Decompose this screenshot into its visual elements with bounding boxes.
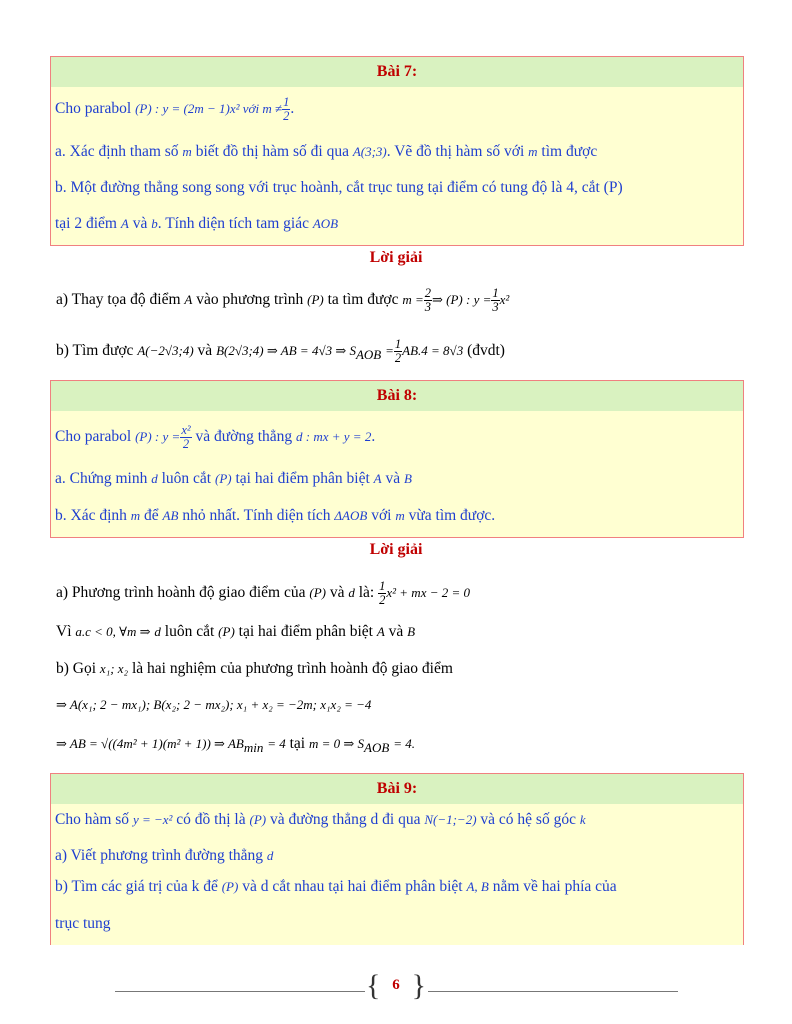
solution-7-line-a: a) Thay tọa độ điểm A vào phương trình (P) ta tìm được m = $\frac{2}{3}$ ⇒ (P) : y = $\frac{1}{3}$ x²: [56, 286, 510, 314]
exercise-7-box: [50, 56, 744, 246]
fraction: $\frac{1}{2}$: [283, 95, 290, 123]
exercise-9-box: [50, 773, 744, 945]
exercise-9-line-2: a) Viết phương trình đường thẳng d: [55, 847, 274, 864]
exercise-9-title: Bài 9:: [51, 774, 743, 804]
right-brace-icon: }: [411, 969, 426, 1002]
solution-7-line-b: b) Tìm được A(−2√3;4) và B(2√3;4) ⇒ AB = 4√3 ⇒ $S_{AOB}$ = $\frac{1}{2}$ AB.4 = 8√3 (đvdt): [56, 337, 505, 365]
exercise-8-title: Bài 8:: [51, 381, 743, 411]
solution-8-line-d: ⇒ AB = √((4m² + 1)(m² + 1)) ⇒ $AB_{min} = 4$ tại m = 0 ⇒ $S_{AOB} = 4$.: [56, 735, 415, 756]
footer-rule-left: [115, 991, 365, 992]
exercise-9-line-3: b) Tìm các giá trị của k để (P) và d cắt nhau tại hai điểm phân biệt A, B nằm về hai phía của: [55, 878, 617, 895]
solution-8-line-v: Vì a.c < 0, ∀m ⇒ d luôn cắt (P) tại hai điểm phân biệt A và B: [56, 623, 416, 640]
footer-rule-right: [428, 991, 678, 992]
exercise-8-line-2: a. Chứng minh d luôn cắt (P) tại hai điểm phân biệt A và B: [55, 470, 412, 487]
exercise-7-line-2: a. Xác định tham số m biết đồ thị hàm số đi qua A(3;3). Vẽ đồ thị hàm số với m tìm được: [55, 143, 598, 160]
page-number-box: [366, 969, 426, 1002]
solution-8-line-a: a) Phương trình hoành độ giao điểm của (P) và d là: $\frac{1}{2}$ x² + mx − 2 = 0: [56, 579, 471, 607]
solution-7-title: Lời giải: [369, 249, 423, 266]
exercise-7-line-3: b. Một đường thẳng song song với trục hoành, cắt trục tung tại điểm có tung độ là 4, cắt (P): [55, 179, 623, 196]
exercise-9-line-4: trục tung: [55, 915, 111, 932]
exercise-8-line-3: b. Xác định m để AB nhỏ nhất. Tính diện tích ΔAOB với m vừa tìm được.: [55, 507, 496, 524]
solution-8-line-b: b) Gọi x₁; x₂ là hai nghiệm của phương trình hoành độ giao điểm: [56, 660, 453, 677]
page-number: 6: [392, 977, 400, 993]
solution-8-title: Lời giải: [369, 541, 423, 558]
solution-8-line-c: ⇒ A(x₁; 2 − mx₁); B(x₂; 2 − mx₂); x₁ + x₂ = −2m; x₁x₂ = −4: [56, 697, 372, 712]
exercise-7-line-4: tại 2 điểm A và b. Tính diện tích tam giác AOB: [55, 215, 339, 232]
exercise-8-box: [50, 380, 744, 538]
left-brace-icon: {: [366, 969, 381, 1002]
exercise-7-title: Bài 7:: [51, 57, 743, 87]
exercise-8-line-1: Cho parabol (P) : y = $\frac{\text{x²}}{2}$ và đường thẳng d : mx + y = 2.: [55, 423, 376, 451]
exercise-7-line-1: Cho parabol (P) : y = (2m − 1)x² với m ≠ $\frac{1}{2}$ .: [55, 95, 295, 123]
exercise-9-line-1: Cho hàm số y = −x² có đồ thị là (P) và đường thẳng d đi qua N(−1;−2) và có hệ số góc k: [55, 811, 586, 828]
